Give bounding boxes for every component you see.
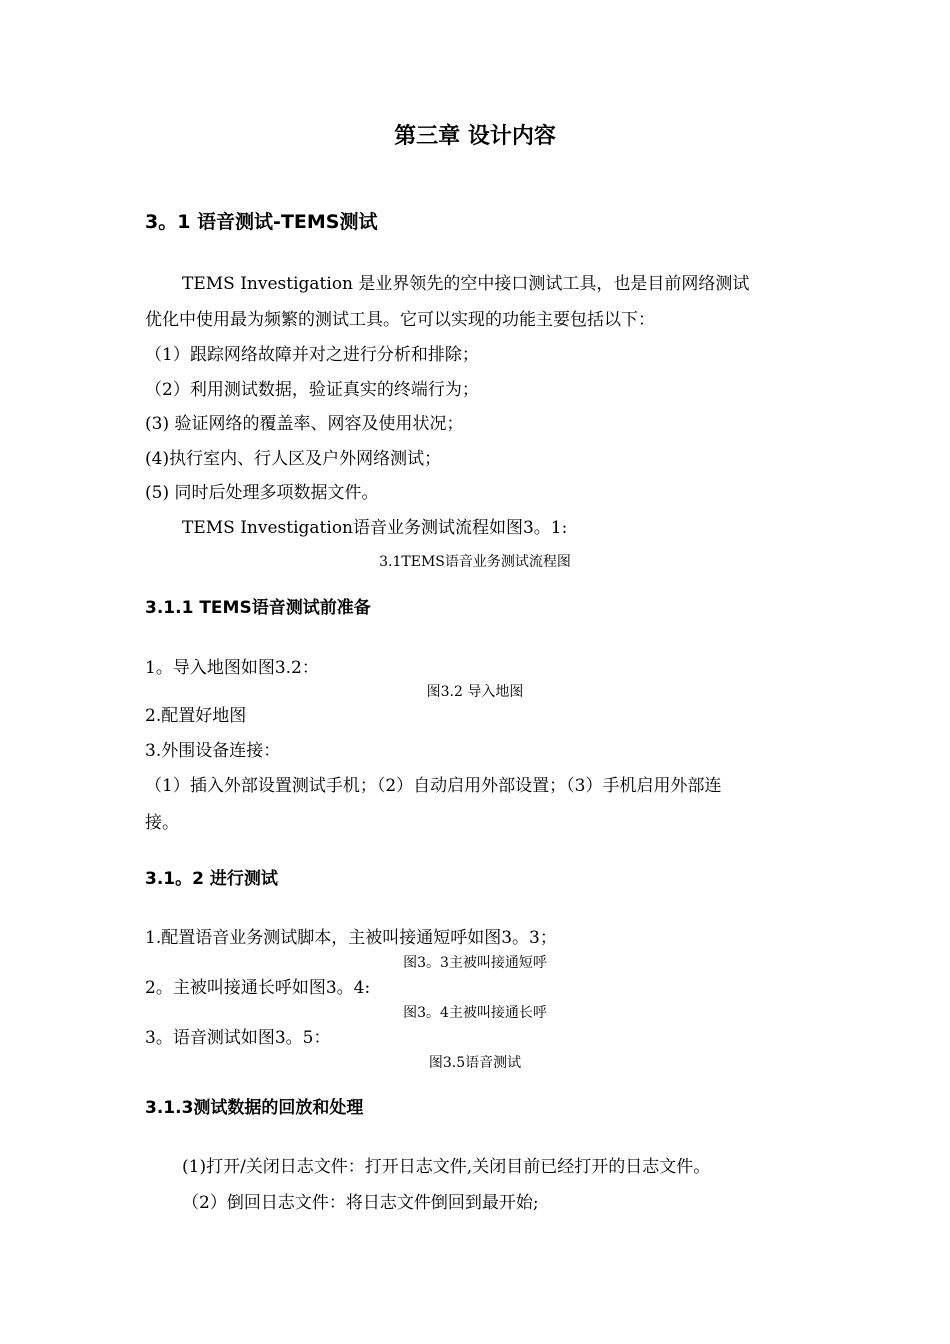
function-item-4: (4)执行室内、行人区及户外网络测试；	[145, 449, 442, 469]
function-item-5: (5) 同时后处理多项数据文件。	[145, 483, 379, 503]
prep-step-3-detail-line-2: 接。	[145, 813, 179, 833]
function-item-1: （1）跟踪网络故障并对之进行分析和排除；	[145, 345, 479, 365]
test-step-3: 3。语音测试如图3。5：	[145, 1028, 331, 1048]
test-step-1: 1.配置语音业务测试脚本，主被叫接通短呼如图3。3；	[145, 928, 557, 948]
playback-item-2: （2）倒回日志文件：将日志文件倒回到最开始;	[182, 1193, 539, 1213]
intro-paragraph-line-2: 优化中使用最为频繁的测试工具。它可以实现的功能主要包括以下：	[145, 310, 655, 330]
figure-caption-3-4: 图3。4主被叫接通长呼	[403, 1005, 547, 1021]
figure-caption-3-2: 图3.2 导入地图	[426, 684, 524, 700]
test-step-2: 2。主被叫接通长呼如图3。4:	[145, 978, 371, 998]
section-heading-3-1-2: 3.1。2 进行测试	[145, 869, 278, 889]
section-heading-3-1-1: 3.1.1 TEMS语音测试前准备	[145, 598, 371, 618]
section-heading-3-1-3: 3.1.3测试数据的回放和处理	[145, 1098, 364, 1118]
prep-step-3-detail-line-1: （1）插入外部设置测试手机；（2）自动启用外部设置；（3）手机启用外部连	[145, 776, 722, 796]
prep-step-3: 3.外围设备连接：	[145, 741, 281, 761]
prep-step-1: 1。导入地图如图3.2：	[145, 658, 319, 678]
figure-caption-3-5: 图3.5语音测试	[428, 1055, 522, 1071]
section-heading-3-1: 3。1 语音测试-TEMS测试	[145, 211, 378, 233]
prep-step-2: 2.配置好地图	[145, 706, 247, 726]
flow-description: TEMS Investigation语音业务测试流程如图3。1:	[182, 518, 568, 538]
function-item-2: （2）利用测试数据，验证真实的终端行为；	[145, 380, 479, 400]
function-item-3: (3) 验证网络的覆盖率、网容及使用状况；	[145, 414, 464, 434]
chapter-title: 第三章 设计内容	[394, 124, 556, 149]
figure-caption-3-3: 图3。3主被叫接通短呼	[403, 955, 547, 971]
figure-caption-3-1: 3.1TEMS语音业务测试流程图	[379, 554, 571, 570]
playback-item-1: (1)打开/关闭日志文件：打开日志文件,关闭目前已经打开的日志文件。	[182, 1157, 711, 1177]
intro-paragraph-line-1: TEMS Investigation 是业界领先的空中接口测试工具，也是目前网络测试	[182, 274, 750, 294]
